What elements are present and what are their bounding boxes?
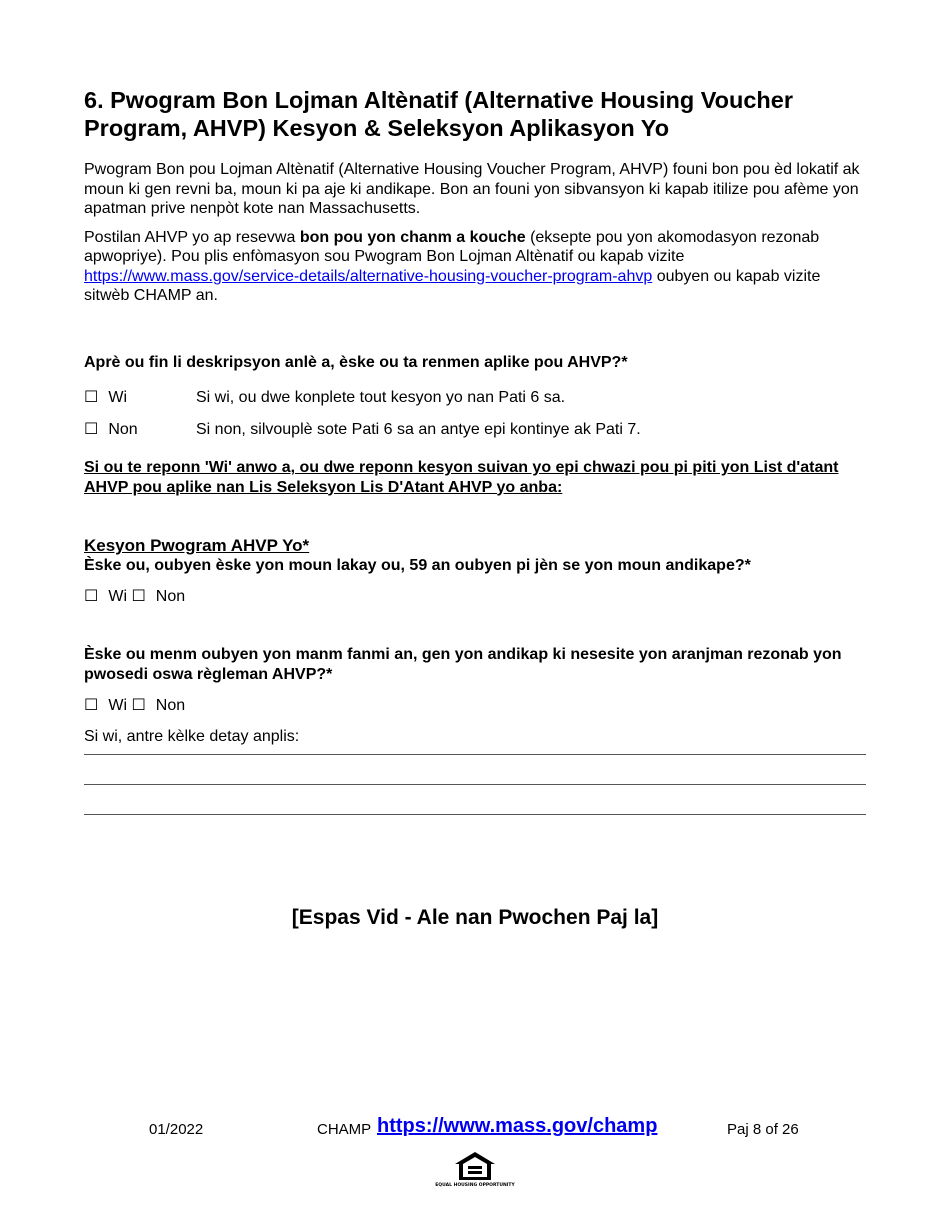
section-heading: 6. Pwogram Bon Lojman Altènatif (Alternative Housing Voucher Program, AHVP) Kesyon & Seleksyon Aplikasyon Yo — [84, 87, 793, 141]
footer-date: 01/2022 — [149, 1121, 204, 1138]
question-reasonable-accommodation: Èske ou menm oubyen yon manm fanmi an, gen yon andikap ki nesesite yon aranjman rezonab yon pwosedi oswa règleman AHVP?* — [84, 646, 842, 683]
option-note: Si wi, ou dwe konplete tout kesyon yo nan Pati 6 sa. — [196, 389, 566, 406]
footer-champ-link[interactable]: https://www.mass.gov/champ — [377, 1115, 658, 1137]
page-content — [84, 86, 866, 815]
detail-line-3[interactable] — [84, 814, 866, 815]
apply-option-no[interactable] — [84, 420, 866, 440]
page-footer — [0, 1115, 950, 1145]
equal-housing-logo-icon — [435, 1150, 515, 1192]
instruction-text: Si ou te reponn 'Wi' anwo a, ou dwe reponn kesyon suivan yo epi chwazi pou pi piti yon List d'atant AHVP pou aplike nan Lis Seleksyon Lis D'Atant AHVP yo anba: — [84, 459, 839, 496]
apply-question: Aprè ou fin li deskripsyon anlè a, èske ou ta renmen aplike pou AHVP?* — [84, 353, 628, 371]
q1-checkbox-yes[interactable]: ☐ — [84, 588, 99, 605]
q2-checkbox-yes[interactable]: ☐ — [84, 697, 99, 714]
blank-space-notice: [Espas Vid - Ale nan Pwochen Paj la] — [291, 906, 659, 929]
q2-no-label: Non — [155, 697, 186, 714]
question-age-disability: Èske ou, oubyen èske yon moun lakay ou, 59 an oubyen pi jèn se yon moun andikape?* — [84, 556, 751, 574]
intro-paragraph-2: Postilan AHVP yo ap resevwa bon pou yon chanm a kouche (eksepte pou yon akomodasyon rezonab apwopriye). Pou plis enfòmasyon sou Pwogram Bon Lojman Altènatif ou kapab vizite https://www.mass.gov/service-details/alternative-housing-voucher-program-ahvp oubyen ou kapab vizite sitwèb CHAMP an. — [84, 228, 821, 304]
checkbox-no[interactable]: ☐ — [84, 421, 99, 438]
q2-yes-label: Wi — [108, 697, 127, 714]
checkbox-yes[interactable]: ☐ — [84, 389, 99, 406]
q2-checkbox-no[interactable]: ☐ — [131, 697, 146, 714]
ahvp-info-link[interactable]: https://www.mass.gov/service-details/alternative-housing-voucher-program-ahvp — [84, 267, 653, 285]
option-label: Non — [108, 421, 138, 438]
intro-paragraph-1: Pwogram Bon pou Lojman Altènatif (Alternative Housing Voucher Program, AHVP) founi bon pou èd lokatif ak moun ki gen revni ba, moun ki pa aje ki andikape. Bon an founi yon sibvansyon ki kapab itilize pou afème yon apatman prive nenpòt kote nan Massachusetts. — [84, 161, 860, 217]
q1-no-label: Non — [155, 588, 186, 605]
detail-prompt: Si wi, antre kèlke detay anplis: — [84, 728, 300, 745]
footer-page-number: Paj 8 of 26 — [727, 1121, 799, 1138]
option-note: Si non, silvouplè sote Pati 6 sa an antye epi kontinye ak Pati 7. — [196, 421, 641, 438]
q1-checkbox-no[interactable]: ☐ — [131, 588, 146, 605]
option-label: Wi — [108, 389, 127, 406]
program-questions-title: Kesyon Pwogram AHVP Yo* — [84, 536, 310, 555]
footer-champ-label: CHAMP — [317, 1121, 372, 1138]
q1-options — [84, 587, 866, 607]
apply-option-yes[interactable] — [84, 388, 866, 408]
eho-logo-text: EQUAL HOUSING OPPORTUNITY — [435, 1183, 515, 1188]
q1-yes-label: Wi — [108, 588, 127, 605]
q2-options — [84, 696, 866, 716]
